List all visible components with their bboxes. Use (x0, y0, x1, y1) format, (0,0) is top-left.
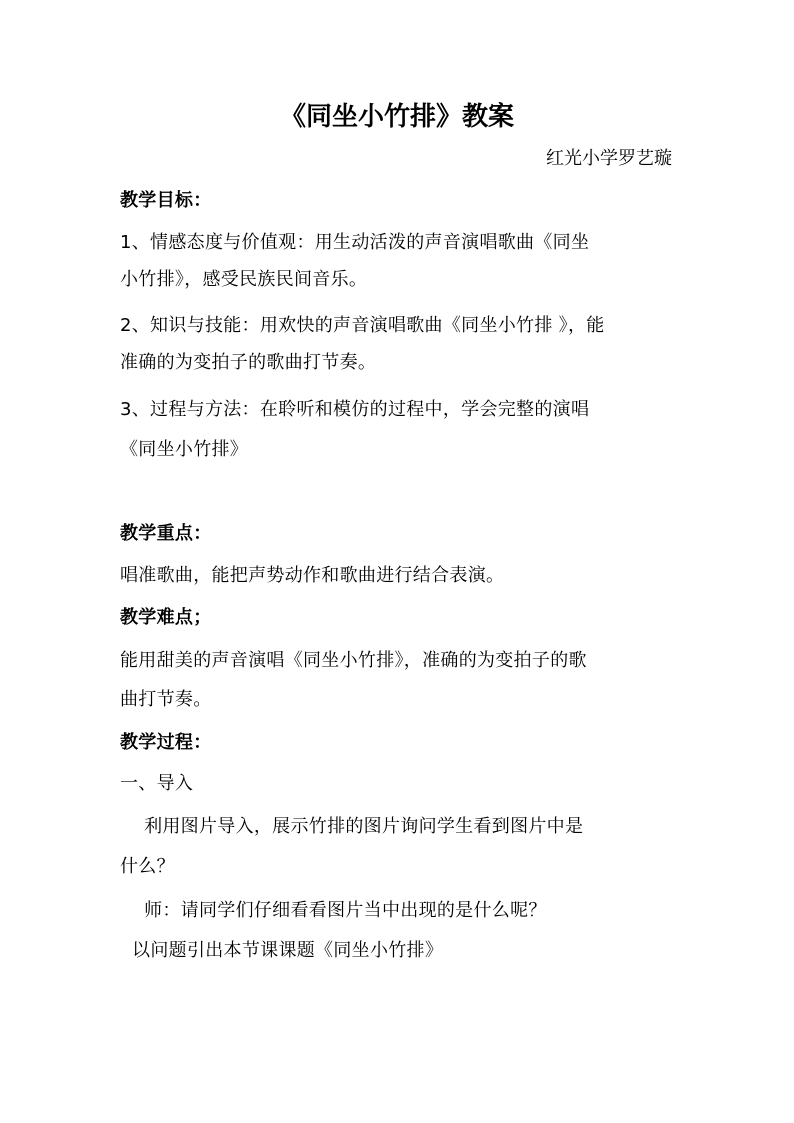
author-line: 红光小学罗艺璇 (546, 148, 672, 169)
section-1-title: 一、导入 (120, 773, 194, 794)
objective-2-line-2: 准确的为变拍子的歌曲打节奏。 (120, 352, 377, 373)
intro-paragraph-line-1: 利用图片导入，展示竹排的图片询问学生看到图片中是 (120, 816, 584, 837)
objective-1-line-2: 小竹排》，感受民族民间音乐。 (120, 269, 368, 290)
objective-3-line-2: 《同坐小竹排》 (120, 439, 249, 460)
document-title: 《同坐小竹排》教案 (279, 102, 514, 132)
difficulties-line-1: 能用甜美的声音演唱《同坐小竹排》，准确的为变拍子的歌 (120, 650, 587, 671)
objective-1-line-1: 1、情感态度与价值观：用生动活泼的声音演唱歌曲《同坐 (120, 232, 590, 253)
objective-3-line-1: 3、过程与方法：在聆听和模仿的过程中，学会完整的演唱 (120, 399, 590, 420)
objectives-heading: 教学目标： (120, 190, 212, 211)
topic-introduction: 以问题引出本节课课题《同坐小竹排》 (120, 940, 444, 961)
difficulties-line-2: 曲打节奏。 (120, 689, 212, 710)
objective-2-line-1: 2、知识与技能：用欢快的声音演唱歌曲《同坐小竹排 》，能 (120, 315, 605, 336)
difficulties-heading: 教学难点； (120, 607, 212, 628)
process-heading: 教学过程： (120, 732, 212, 753)
teacher-question: 师：请同学们仔细看看图片当中出现的是什么呢？ (120, 900, 547, 921)
key-points-text: 唱准歌曲，能把声势动作和歌曲进行结合表演。 (120, 565, 505, 586)
key-points-heading: 教学重点： (120, 523, 212, 544)
intro-paragraph-line-2: 什么？ (120, 856, 175, 877)
